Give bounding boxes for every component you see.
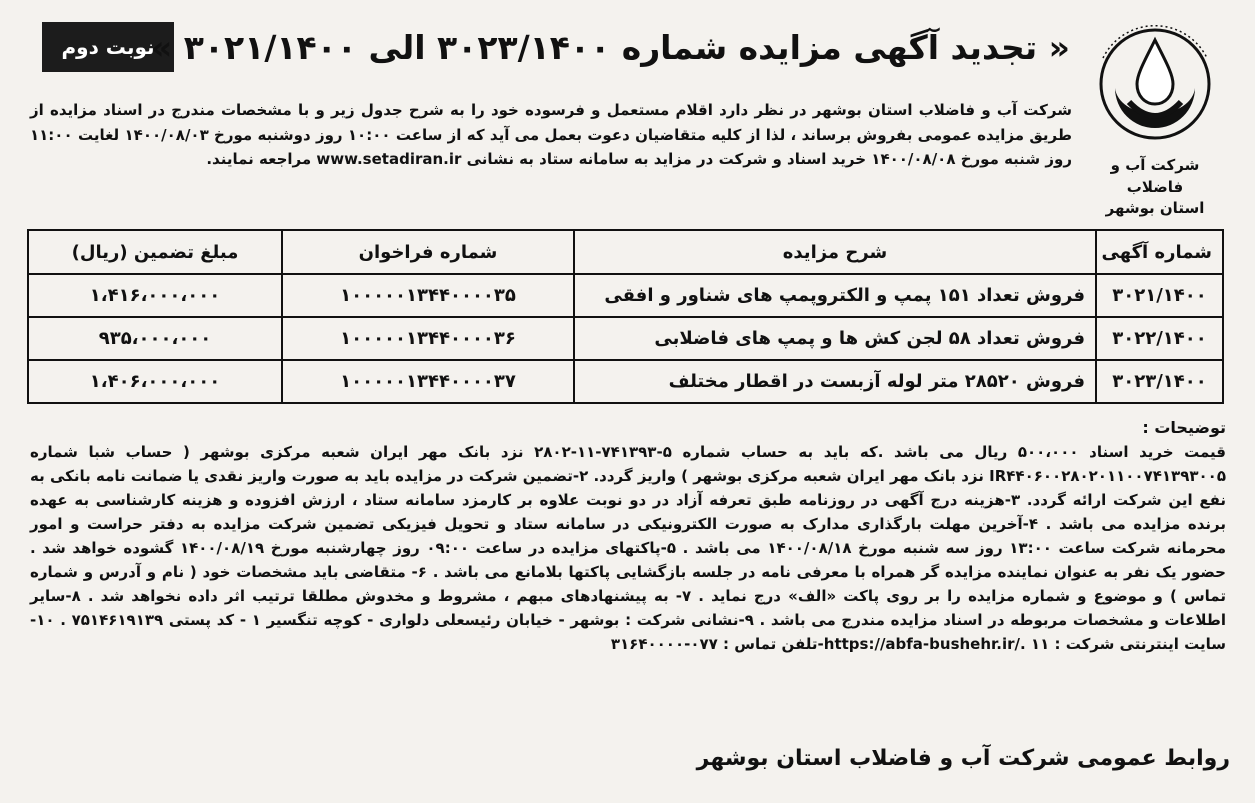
table-row xyxy=(28,274,1223,317)
cell-ad-number: ۳۰۲۲/۱۴۰۰ xyxy=(1096,317,1223,360)
table-row xyxy=(28,360,1223,403)
intro-paragraph: شرکت آب و فاضلاب استان بوشهر در نظر دارد اقلام مستعمل و فرسوده خود را به شرح جدول زیر و با مشخصات مندرج در اسناد مزایده از طریق مزایده عمومی بفروش برساند ، لذا از کلیه متقاضیان دعوت بعمل می آید که از ساعت ۱۰:۰۰ روز دوشنبه مورخ ۱۴۰۰/۰۸/۰۳ لغایت ۱۱:۰۰ روز شنبه مورخ ۱۴۰۰/۰۸/۰۸ خرید اسناد و شرکت در مزاید به سامانه ستاد به نشانی www.setadiran.ir مراجعه نمایند. xyxy=(30,101,1072,168)
notes-title: توضیحات : xyxy=(1142,418,1226,437)
page-title: « تجدید آگهی مزایده شماره ۳۰۲۳/۱۴۰۰ الی ۳۰۲۱/۱۴۰۰ » xyxy=(150,28,1070,67)
header-call-number: شماره فراخوان xyxy=(282,230,574,274)
company-logo xyxy=(1080,18,1230,217)
cell-ad-number: ۳۰۲۱/۱۴۰۰ xyxy=(1096,274,1223,317)
cell-description: فروش تعداد ۱۵۱ پمپ و الکتروپمپ های شناور و افقی xyxy=(574,274,1096,317)
cell-guarantee: ۱،۴۰۶،۰۰۰،۰۰۰ xyxy=(28,360,282,403)
notes-section xyxy=(30,416,1226,656)
header-ad-number: شماره آگهی xyxy=(1096,230,1223,274)
cell-guarantee: ۹۳۵،۰۰۰،۰۰۰ xyxy=(28,317,282,360)
cell-call-number: ۱۰۰۰۰۰۱۳۴۴۰۰۰۰۳۶ xyxy=(282,317,574,360)
cell-call-number: ۱۰۰۰۰۰۱۳۴۴۰۰۰۰۳۷ xyxy=(282,360,574,403)
notes-body: قیمت خرید اسناد ۵۰۰،۰۰۰ ریال می باشد .که باید به حساب شماره ۵-۷۴۱۳۹۳-۱۱-۲۸۰۲ نزد بانک مهر ایران شعبه مرکزی بوشهر ( حساب شبا شماره IR۴۴۰۶۰۰۲۸۰۲۰۱۱۰۰۷۴۱۳۹۳۰۰۵ نزد بانک مهر ایران شعبه مرکزی بوشهر ) واریز گردد. ۲-تضمین شرکت در مزایده باید به صورت واریز نقدی یا ضمانت نامه بانکی به نفع این شرکت ارائه گردد. ۳-هزینه درج آگهی در روزنامه طبق تعرفه آزاد در دو نوبت علاوه بر کارمزد سامانه ستاد ، ارزش افزوده و هزینه کارشناسی به عهده برنده مزایده می باشد . ۴-آخرین مهلت بارگذاری مدارک به صورت الکترونیکی در سامانه ستاد و تحویل فیزیکی تضمین شرکت مزایده به دفتر حراست و امور محرمانه شرکت ساعت ۱۳:۰۰ روز سه شنبه مورخ ۱۴۰۰/۰۸/۱۸ می باشد . ۵-پاکتهای مزایده در ساعت ۰۹:۰۰ روز چهارشنبه مورخ ۱۴۰۰/۰۸/۱۹ گشوده خواهد شد . حضور یک نفر به عنوان نماینده مزایده گر همراه با معرفی نامه در جلسه بازگشایی پاکتها بلامانع می باشد . ۶- متقاضی باید مشخصات خود ( نام و آدرس و شماره تماس ) و موضوع و شماره مزایده را بر روی پاکت «الف» درج نماید . ۷- به پیشنهادهای مبهم ، مشروط و مخدوش مطلقا ترتیب اثر داده نخواهد شد . ۸-سایر اطلاعات و مشخصات مربوطه در اسناد مزایده مندرج می باشد . ۹-نشانی شرکت : بوشهر - خیابان رئیسعلی دلواری - کوچه تنگسیر ۱ - کد پستی ۷۵۱۴۶۱۹۱۳۹ . ۱۰-سایت اینترنتی شرکت : https://abfa-bushehr.ir/. ۱۱-تلفن تماس : ۰۷۷-۳۱۶۴۰۰۰۰ xyxy=(30,443,1226,653)
cell-description: فروش ۲۸۵۲۰ متر لوله آزبست در اقطار مختلف xyxy=(574,360,1096,403)
table-row xyxy=(28,317,1223,360)
cell-guarantee: ۱،۴۱۶،۰۰۰،۰۰۰ xyxy=(28,274,282,317)
header-guarantee: مبلغ تضمین (ریال) xyxy=(28,230,282,274)
round-badge-text: نوبت دوم xyxy=(61,35,155,59)
logo-company-name: شرکت آب و فاضلاب xyxy=(1110,156,1200,196)
water-drop-logo-icon xyxy=(1089,18,1221,150)
auction-table xyxy=(27,229,1224,404)
footer-signature: روابط عمومی شرکت آب و فاضلاب استان بوشهر xyxy=(696,746,1230,771)
logo-company-province: استان بوشهر xyxy=(1105,199,1205,217)
table-header-row xyxy=(28,230,1223,274)
cell-description: فروش تعداد ۵۸ لجن کش ها و پمپ های فاضلابی xyxy=(574,317,1096,360)
header-description: شرح مزایده xyxy=(574,230,1096,274)
cell-ad-number: ۳۰۲۳/۱۴۰۰ xyxy=(1096,360,1223,403)
cell-call-number: ۱۰۰۰۰۰۱۳۴۴۰۰۰۰۳۵ xyxy=(282,274,574,317)
